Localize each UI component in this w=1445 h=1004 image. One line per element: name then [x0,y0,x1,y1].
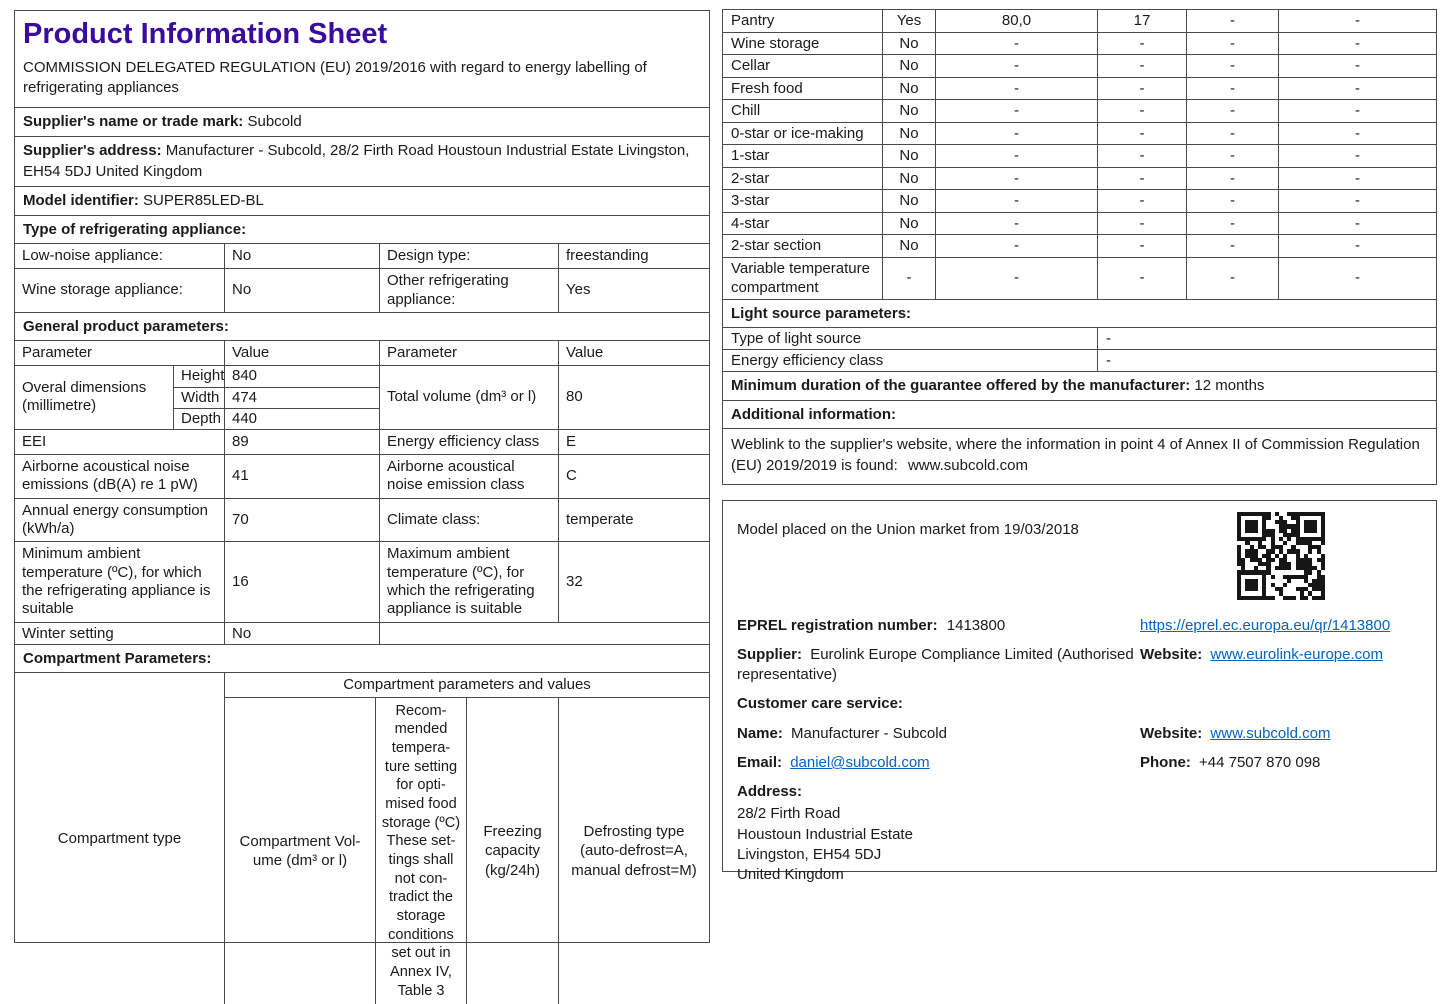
table-row-ambient-temperature [15,541,709,621]
compartment-type: Chill [731,102,761,119]
compartment-temp: - [1097,190,1186,212]
address-label: Address: [737,783,803,801]
compartment-type-header: Compartment type [57,829,182,847]
compartment-type: Variable temperature compartment [731,259,870,296]
compartment-temp: - [1097,55,1186,77]
compartment-type: Cellar [731,57,771,74]
light-source-type-row [723,327,1436,349]
compartment-freezing: - [1186,258,1278,299]
compartment-freezing: - [1186,235,1278,257]
care-email [737,753,930,773]
compartment-temp: 17 [1097,10,1186,32]
compartment-row-0-star [723,122,1436,145]
compartment-row-3-star [723,189,1436,212]
qr-wrap [1140,512,1422,600]
compartment-freezing: - [1186,213,1278,235]
compartment-defrost: - [1278,145,1436,167]
compartment-present: No [882,78,935,100]
compartment-volume: - [935,168,1097,190]
table-header-row [15,340,709,365]
compartment-volume: - [935,145,1097,167]
eprel-row [737,616,1422,636]
freezing-column-header: Freezing capacity (kg/24h) [466,698,558,1004]
compartment-row-pantry [723,10,1436,32]
cell-value: Yes [558,269,709,312]
compartment-row-chill [723,99,1436,122]
compartment-type: Pantry [731,12,775,29]
compartment-temp: - [1097,145,1186,167]
compartment-temp: - [1097,235,1186,257]
supplier-address-value: Manufacturer - Subcold, 28/2 Firth Road Houstoun Industrial Estate Livingston, EH54 5DJ United Kingdom [23,142,690,180]
compartment-freezing: - [1186,33,1278,55]
compartment-defrost: - [1278,235,1436,257]
cell-value: No [224,623,379,644]
column-header: Value [558,341,709,365]
website-label: Website: [1140,724,1203,742]
care-email-row [737,753,1422,773]
light-source-class-row [723,349,1436,371]
weblink-row [723,428,1436,484]
cell-label: EEI [22,432,47,450]
general-parameters-heading: General product parameters: [15,312,709,340]
compartment-defrost: - [1278,213,1436,235]
supplier-address-row [15,136,709,186]
guarantee-row [723,371,1436,400]
dimensions-label: Overal dimensions (millimetre) [22,379,147,415]
compartment-continuation-table [722,9,1437,485]
model-identifier-label: Model identifier: [23,191,139,209]
compartment-defrost: - [1278,190,1436,212]
compartment-volume: - [935,78,1097,100]
compartment-row-variable-temperature [723,257,1436,299]
table-row-noise [15,454,709,498]
table-row-winter-setting [15,622,709,644]
supplier-name-value: Subcold [247,113,302,130]
compartment-volume: - [935,123,1097,145]
supplier-address-label: Supplier's address: [23,142,162,160]
compartment-present: No [882,145,935,167]
cell-value: temperate [558,499,709,542]
compartment-parameters-heading: Compartment Parameters: [15,644,709,672]
compartment-table-header [15,672,709,1004]
supplier-name-row [15,107,709,136]
supplier-label: Supplier: [737,645,803,663]
cell-value: E [558,430,709,454]
email-link[interactable]: daniel@subcold.com [790,753,930,771]
compartment-present: No [882,235,935,257]
compartment-freezing: - [1186,78,1278,100]
compartment-freezing: - [1186,55,1278,77]
total-volume-label: Total volume (dm³ or l) [379,366,558,429]
compartment-freezing: - [1186,100,1278,122]
compartment-temp: - [1097,78,1186,100]
model-identifier-value: SUPER85LED-BL [143,191,264,209]
table-row-dimensions [15,365,709,429]
compartment-present: Yes [882,10,935,32]
name-value: Manufacturer - Subcold [791,724,947,742]
compartment-row-cellar [723,54,1436,77]
compartment-type: 4-star [731,214,770,232]
cell-label: Airborne acoustical noise emissions (dB(A) re 1 pW) [22,458,198,494]
cell-label: Climate class: [379,499,558,542]
cell-label: Energy efficiency class [379,430,558,454]
eprel-label: EPREL registration number: [737,616,938,634]
compartment-volume: - [935,213,1097,235]
compartment-temp: - [1097,168,1186,190]
compartment-present: No [882,213,935,235]
phone-value: +44 7507 870 098 [1199,753,1321,771]
compartment-type: 2-star [731,169,770,187]
page-title: Product Information Sheet [23,18,388,50]
compartment-type: Wine storage [731,34,820,52]
compartment-defrost: - [1278,78,1436,100]
market-top-row [737,512,1422,600]
compartment-defrost: - [1278,10,1436,32]
phone-label: Phone: [1140,753,1191,771]
customer-care-heading: Customer care service: [737,695,903,713]
compartment-defrost: - [1278,33,1436,55]
compartment-present: No [882,33,935,55]
dimension-sub-label: Depth [173,408,224,429]
supplier-website [1140,645,1422,665]
compartment-present: No [882,123,935,145]
total-volume-value: 80 [558,366,709,429]
compartment-temp: - [1097,33,1186,55]
cell-value: 41 [224,455,379,498]
compartment-present: - [882,258,935,299]
compartment-defrost: - [1278,258,1436,299]
compartment-present: No [882,55,935,77]
cell-label: Airborne acoustical noise emission class [379,455,558,498]
cell-value: freestanding [558,244,709,268]
compartment-temp: - [1097,123,1186,145]
compartment-present: No [882,190,935,212]
column-header: Value [224,341,379,365]
compartment-present: No [882,168,935,190]
care-website [1140,724,1422,744]
table-row-eei [15,429,709,454]
cell-value: No [224,269,379,312]
compartment-freezing: - [1186,10,1278,32]
cell-value: 16 [224,542,379,621]
placed-on-market-text: Model placed on the Union market from 19/03/2018 [737,520,1079,538]
compartment-group-header: Compartment parameters and values [224,673,709,698]
address-lines: 28/2 Firth Road Houstoun Industrial Estate Livingston, EH54 5DJ United Kingdom [737,805,913,884]
dimension-sub-label: Height [173,366,224,387]
eprel-value: 1413800 [946,616,1006,634]
guarantee-label: Minimum duration of the guarantee offered by the manufacturer: [731,376,1191,394]
compartment-volume: - [935,190,1097,212]
supplier-value: Eurolink Europe Compliance Limited (Authorised representative) [737,645,1134,684]
care-name [737,724,947,744]
dimension-sub-label: Width [173,387,224,408]
supplier-name-label: Supplier's name or trade mark: [23,113,244,130]
cell-label: Low-noise appliance: [22,247,163,264]
compartment-freezing: - [1186,190,1278,212]
temperature-column-header: Recom- mended tempera- ture setting for opti- mised food storage (ºC) These set- tings shall not con- tradict the storage conditions set out in Annex IV, Table 3 [375,698,466,1004]
eprel-registration [737,616,1005,636]
compartment-type: 2-star section [731,237,822,254]
compartment-volume: - [935,235,1097,257]
regulation-subtitle: COMMISSION DELEGATED REGULATION (EU) 2019/2016 with regard to energy labelling of refrigerating appliances [23,59,647,96]
care-name-row [737,724,1422,744]
compartment-type: Fresh food [731,79,803,97]
compartment-freezing: - [1186,145,1278,167]
qr-code [1237,512,1325,600]
cell-value: 70 [224,499,379,542]
compartment-present: No [882,100,935,122]
column-header: Parameter [379,341,558,365]
guarantee-value: 12 months [1194,376,1265,394]
cell-value: 32 [558,542,709,621]
compartment-temp: - [1097,213,1186,235]
right-page-column [722,9,1437,884]
type-of-appliance-heading: Type of refrigerating appliance: [15,215,709,243]
dimension-sub-value: 474 [224,387,379,408]
email-label: Email: [737,753,783,771]
cell-label: Wine storage appliance: [22,281,183,299]
table-row-low-noise [15,243,709,268]
compartment-type: 0-star or ice-making [731,124,864,142]
cell-value: - [1097,350,1436,371]
compartment-row-2-star-section [723,234,1436,257]
weblink-label: Weblink to the supplier's website, where the information in point 4 of Annex II of Commission Regulation (EU) 2019/2019 is found: [731,435,1420,474]
compartment-row-fresh-food [723,77,1436,100]
supplier-website-link[interactable]: www.eurolink-europe.com [1210,645,1383,663]
compartment-volume: - [935,55,1097,77]
care-phone [1140,753,1422,773]
table-row-wine-storage-appliance [15,268,709,312]
cell-label: Maximum ambient temperature (ºC), for which the refrigerating appliance is suitable [379,542,558,621]
compartment-freezing: - [1186,123,1278,145]
compartment-volume: 80,0 [935,10,1097,32]
compartment-defrost: - [1278,55,1436,77]
compartment-row-4-star [723,212,1436,235]
cell-label: Annual energy consumption (kWh/a) [22,501,208,538]
dimension-sub-value: 840 [224,366,379,387]
cell-value: 89 [224,430,379,454]
cell-value: No [224,244,379,268]
additional-information-heading: Additional information: [723,400,1436,428]
left-page-column [14,10,710,999]
cell-value: - [1097,328,1436,349]
defrosting-column-header: Defrosting type (auto-defrost=A, manual defrost=M) [558,698,709,1004]
compartment-defrost: - [1278,123,1436,145]
cell-label: Type of light source [731,329,862,347]
cell-label: Other refrigerating appliance: [379,269,558,312]
market-info-box [722,500,1437,884]
name-label: Name: [737,724,783,742]
supplier-info [737,645,1140,686]
eprel-qr-link[interactable]: https://eprel.ec.europa.eu/qr/1413800 [1140,616,1391,634]
supplier-row [737,645,1422,686]
cell-empty [379,623,709,644]
weblink-value: www.subcold.com [907,456,1028,474]
table-row-energy-consumption [15,498,709,542]
compartment-temp: - [1097,100,1186,122]
compartment-row-wine-storage [723,32,1436,55]
light-source-heading: Light source parameters: [723,299,1436,327]
compartment-defrost: - [1278,100,1436,122]
compartment-volume: - [935,33,1097,55]
compartment-type: 1-star [731,147,770,164]
cell-value: C [558,455,709,498]
cell-label: Energy efficiency class [731,351,884,369]
compartment-volume: - [935,100,1097,122]
compartment-row-1-star [723,144,1436,167]
compartment-temp: - [1097,258,1186,299]
compartment-volume: - [935,258,1097,299]
care-website-link[interactable]: www.subcold.com [1210,724,1331,742]
address-block [737,782,1422,885]
compartment-type: 3-star [731,192,770,209]
column-header: Parameter [22,343,93,361]
volume-column-header: Compartment Vol- ume (dm³ or l) [224,698,375,1004]
cell-label: Design type: [379,244,558,268]
compartment-defrost: - [1278,168,1436,190]
compartment-row-2-star [723,167,1436,190]
cell-label: Minimum ambient temperature (ºC), for which the refrigerating appliance is suitable [22,545,211,618]
compartment-freezing: - [1186,168,1278,190]
model-identifier-row [15,186,709,215]
dimension-sub-value: 440 [224,408,379,429]
cell-label: Winter setting [22,624,114,642]
website-label: Website: [1140,645,1203,663]
title-block [15,11,709,107]
